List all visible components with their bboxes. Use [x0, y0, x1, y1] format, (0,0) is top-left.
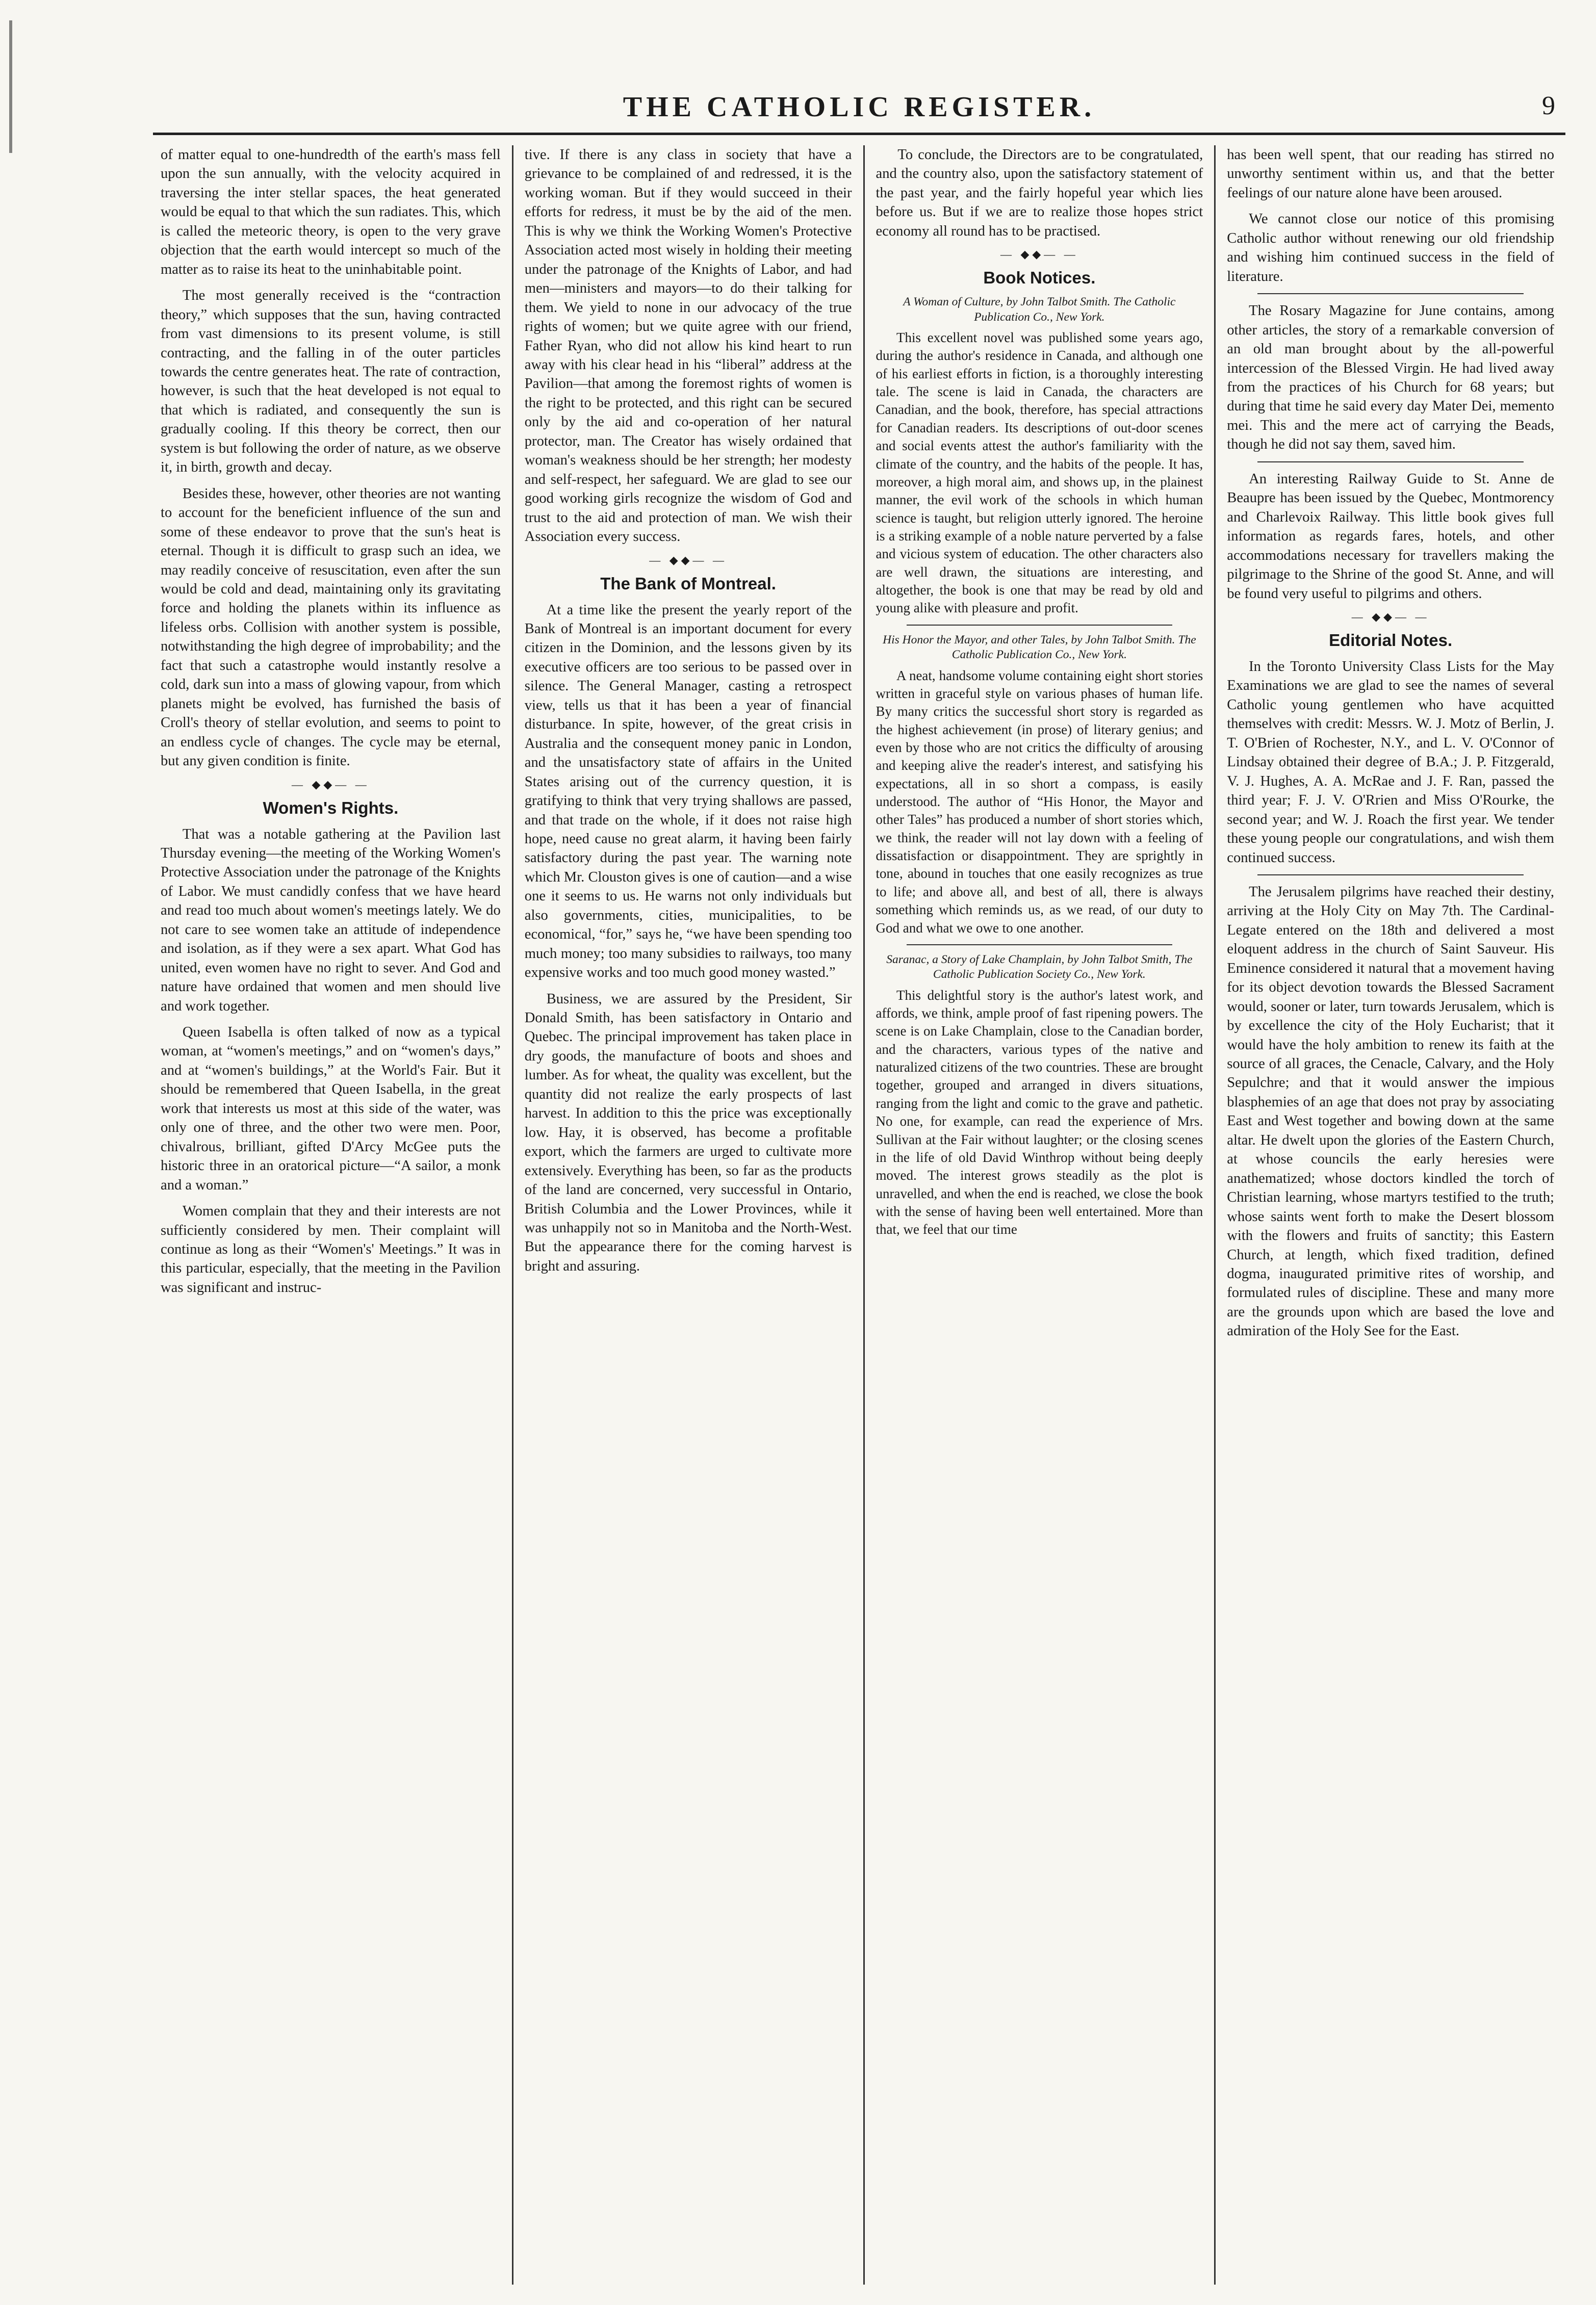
- scan-edge-mark: [9, 20, 58, 153]
- paragraph: Women complain that they and their interests are not sufficiently considered by men. Their complaint will continue as long as their “Women's' Meetings.” It was in this particular, especially, that the meeting in the Pavilion was significant and instruc-: [161, 1203, 501, 1296]
- ornamental-divider: — ◆◆— —: [291, 778, 370, 791]
- divider-rule: [1257, 461, 1524, 462]
- paragraph: This delightful story is the author's latest work, and affords, we think, ample proof of fast ripening powers. The scene is on Lake Champlain, close to the Canadian border, and the characters, various types of the native and naturalized citizens of the two countries. These are brought together, grouped and arranged in divers situations, ranging from the light and comic to the grave and pathetic. No one, for example, can read the experience of Mrs. Sullivan at the Fair without laughter; or the closing scenes in the life of old David Winthrop without being deeply moved. The interest grows steadily as the plot is unravelled, and when the end is reached, we close the book with the sense of having been well entertained. More than that, we feel that our time: [876, 987, 1203, 1237]
- section-heading: Book Notices.: [983, 268, 1096, 288]
- divider-rule: [907, 944, 1173, 945]
- ornamental-divider: — ◆◆— —: [1351, 610, 1430, 623]
- paragraph: The Rosary Magazine for June contains, among other articles, the story of a remarkable conversion of an old man brought about by the all-powerful intercession of the Blessed Virgin. He had lived away from the practices of his Church for 68 years; but during that time he said every day Mater Dei, memento mei. This and the mere act of carrying the Beads, though he did not say them, saved him.: [1227, 303, 1554, 453]
- column-2: [512, 145, 863, 2285]
- paragraph: Queen Isabella is often talked of now as a typical woman, at “women's meetings,” and on “women's days,” and at “women's buildings,” at the World's Fair. But it should be remembered that Queen Isabella, in the great work that interests us most at this side of the water, was only one of three, and the other two were men. Poor, chivalrous, brilliant, gifted D'Arcy McGee puts the historic three in an oratorical picture—“A sailor, a monk and a woman.”: [161, 1024, 501, 1193]
- review-citation: His Honor the Mayor, and other Tales, by John Talbot Smith. The Catholic Publication Co., New York.: [883, 633, 1196, 662]
- masthead-title: THE CATHOLIC REGISTER.: [623, 91, 1096, 123]
- paragraph: tive. If there is any class in society that have a grievance to be complained of and redressed, it is the working woman. But if they would succeed in their efforts for redress, it must be by the aid of the men. This is why we think the Working Women's Protective Association acted most wisely in holding their meeting under the patronage of the Knights of Labor, and had men—ministers and mayors—to do their talking for them. We yield to none in our advocacy of the true rights of women; but we quite agree with our friend, Father Ryan, who did not allow his kind heart to run away with his clear head in his “liberal” address at the Pavilion—that among the foremost rights of women is the right to be protected, and this right can be secured only by the aid and co-operation of her natural protector, man. The Creator has wisely ordained that woman's weakness should be her strength; her modesty and self-respect, her safeguard. We are glad to see our good working girls recognize the wisdom of God and trust to the aid and protection of man. We wish their Association every success.: [524, 147, 852, 545]
- review-citation: Saranac, a Story of Lake Champlain, by John Talbot Smith, The Catholic Publication Society Co., New York.: [886, 952, 1193, 981]
- ornamental-divider: — ◆◆— —: [1000, 248, 1078, 261]
- section-heading: The Bank of Montreal.: [600, 574, 776, 593]
- column-4: [1214, 145, 1565, 2285]
- paragraph: In the Toronto University Class Lists for the May Examinations we are glad to see the names of several Catholic young gentlemen who have acquitted themselves with credit: Messrs. W. J. Motz of Berlin, J. T. O'Brien of Rochester, N.Y., and L. V. O'Connor of Lindsay obtained their degree of B.A.; J. P. Fitzgerald, V. J. Hughes, A. A. McRae and J. F. Ran, passed the third year; F. J. V. O'Rrien and Miss O'Rourke, the second year; and W. J. Roach the first year. We tender these young people our congratulations, and wish them continued success.: [1227, 658, 1554, 866]
- column-1: [161, 145, 512, 2285]
- paragraph: An interesting Railway Guide to St. Anne de Beaupre has been issued by the Quebec, Montmorency and Charlevoix Railway. This little book gives full information as regards fares, hotels, and other accommodations necessary for travellers making the pilgrimage to the Shrine of the good St. Anne, and will be found very useful to pilgrims and others.: [1227, 471, 1554, 602]
- section-heading: Editorial Notes.: [1329, 630, 1453, 650]
- ornamental-divider: — ◆◆— —: [649, 553, 728, 566]
- paragraph: of matter equal to one-hundredth of the earth's mass fell upon the sun annually, with the velocity acquired in traversing the inter stellar spaces, the heat generated would be equal to that which the sun radiates. This, which is called the meteoric theory, is open to the very grave objection that the earth would intercept so much of the matter as to raise its heat to the uninhabitable point.: [161, 147, 501, 277]
- divider-rule: [1257, 874, 1524, 875]
- paragraph: This excellent novel was published some years ago, during the author's residence in Canada, and although one of his earliest efforts in fiction, is a thoroughly interesting tale. The scene is laid in Canada, the characters are Canadian, and the book, therefore, has special attractions for Canadian readers. Its descriptions of out-door scenes and social events attest the author's familiarity with the climate of the country, and the habits of the people. It has, moreover, a high moral aim, and shows up, in the plainest manner, the evil work of the schools in which human science is taught, but religion utterly ignored. The heroine is a striking example of a noble nature perverted by a false and vicious system of education. The other characters also are well drawn, the situations are interesting, and altogether, the book is one that may be read by old and young alike with pleasure and profit.: [876, 330, 1203, 616]
- section-heading: Women's Rights.: [263, 798, 399, 817]
- paragraph: Business, we are assured by the President, Sir Donald Smith, has been satisfactory in Ontario and Quebec. The principal improvement has taken place in dry goods, the manufacture of boots and shoes and lumber. As for wheat, the quality was excellent, but the quantity did not realize the early prospects of last harvest. In addition to this the price was exceptionally low. Hay, it is observed, has become a profitable export, which the farmers are urged to cultivate more extensively. Everything has been, so far as the products of the land are concerned, very successful in Ontario, British Columbia and the Lower Provinces, while it was unhappily not so in Manitoba and the North-West. But the appearance there for the coming harvest is bright and assuring.: [524, 991, 852, 1274]
- divider-rule: [1257, 293, 1524, 294]
- divider-rule: [907, 625, 1173, 626]
- column-3: [863, 145, 1215, 2285]
- paragraph: The most generally received is the “contraction theory,” which supposes that the sun, having contracted from vast dimensions to its present volume, is still contracting, and the falling in of the outer particles towards the centre generates heat. The rate of contraction, however, is such that the heat developed is not equal to that which is radiated, and consequently the sun is gradually cooling. If this theory be correct, then our system is but following the order of nature, as we observe it, in birth, growth and decay.: [161, 288, 501, 476]
- page-number: 9: [1542, 91, 1555, 120]
- paragraph: At a time like the present the yearly report of the Bank of Montreal is an important document for every citizen in the Dominion, and the lessons given by its executive officers are too serious to be passed over in silence. The General Manager, casting a retrospect view, tells us that it has been a year of financial disturbance. In spite, however, of the great crisis in Australia and the consequent money panic in London, and the unsatisfactory state of affairs in the United States arising out of the currency question, it is gratifying to think that very trying shallows are passed, and that trade on the whole, if it does not raise high hope, need cause no great alarm, it having been fairly satisfactory during the past year. The warning note which Mr. Clouston gives is one of caution—and a wise one it seems to us. He warns not only individuals but also governments, cities, municipalities, to be economical, “for,” says he, “we have been spending too much money; too many subsidies to railways, too many expensive works and too much good money wasted.”: [524, 602, 852, 981]
- paragraph: The Jerusalem pilgrims have reached their destiny, arriving at the Holy City on May 7th. The Cardinal-Legate entered on the 18th and delivered a most eloquent address in the church of Saint Sauveur. His Eminence considered it natural that a movement having for its object devotion towards the Blessed Sacrament would, sooner or later, turn towards Jerusalem, which is by excellence the city of the Holy Eucharist; that it would have the holy ambition to renew its faith at the source of all graces, the Cenacle, Calvary, and the Holy Sepulchre; and that it would answer the impious blasphemies of an age that does not pray by associating East and West together and bowing down at the same altar. He dwelt upon the glories of the Eastern Church, at whose councils the early heresies were anathematized; whose doctors kindled the torch of Christian learning, whose martyrs testified to the truth; whose saints went forth to make the Desert blossom with the flowers and fruits of sanctity; this Eastern Church, at length, which fixed tradition, defined dogma, inaugurated primitive rites of worship, and formulated rules of discipline. These and many more are the grounds upon which are based the love and admiration of the Holy See for the East.: [1227, 884, 1554, 1339]
- paragraph: A neat, handsome volume containing eight short stories written in graceful style on various phases of human life. By many critics the successful short story is regarded as the highest achievement (in prose) of literary genius; and even by those who are not critics the difficulty of arousing and keeping alive the reader's interest, and satisfying his expectations, all in so short a compass, is easily understood. The author of “His Honor, the Mayor and other Tales” has produced a number of short stories which, we think, the reader will not lay down with a feeling of dissatisfaction or disappointment. They are sprightly in tone, abound in touches that one easily recognizes as true to life; and above all, and best of all, there is always something which reminds us, as we read, of our duty to God and what we owe to one another.: [876, 667, 1203, 936]
- paragraph: has been well spent, that our reading has stirred no unworthy sentiment within us, and that the better feelings of our nature alone have been aroused.: [1227, 147, 1554, 201]
- masthead: [153, 87, 1565, 135]
- paragraph: We cannot close our notice of this promising Catholic author without renewing our old friendship and wishing him continued success in the field of literature.: [1227, 211, 1554, 284]
- paragraph: Besides these, however, other theories are not wanting to account for the beneficient influence of the sun and some of these endeavor to prove that the sun's heat is eternal. Though it is difficult to grasp such an idea, we may readily conceive of resuscitation, even after the sun would be cold and dead, maintaining only its gravitating force and holding the planets within its influence as lifeless orbs. Collision with another system is possible, notwithstanding the high degree of improbability; and the fact that such a catastrophe would instantly resolve a cold, dark sun into a mass of glowing vapour, from which planets might be evolved, has furnished the basis of Croll's theory of stellar evolution, and seems to point to an endless cycle of changes. The cycle may be eternal, but any given condition is finite.: [161, 485, 501, 769]
- article-columns: [161, 145, 1565, 2285]
- review-citation: A Woman of Culture, by John Talbot Smith. The Catholic Publication Co., New York.: [903, 295, 1176, 324]
- paragraph: That was a notable gathering at the Pavilion last Thursday evening—the meeting of the Working Women's Protective Association under the patronage of the Knights of Labor. We must candidly confess that we have heard and read too much about women's meetings lately. We do not care to see women take an attitude of independence and isolation, as if they were a sex apart. What God has united, even women have no right to sever. And God and nature have ordained that women and men should live and work together.: [161, 826, 501, 1014]
- paragraph: To conclude, the Directors are to be congratulated, and the country also, upon the satisfactory statement of the past year, and the fairly hopeful year which lies before us. But if we are to realize those hopes strict economy all round has to be practised.: [876, 147, 1203, 239]
